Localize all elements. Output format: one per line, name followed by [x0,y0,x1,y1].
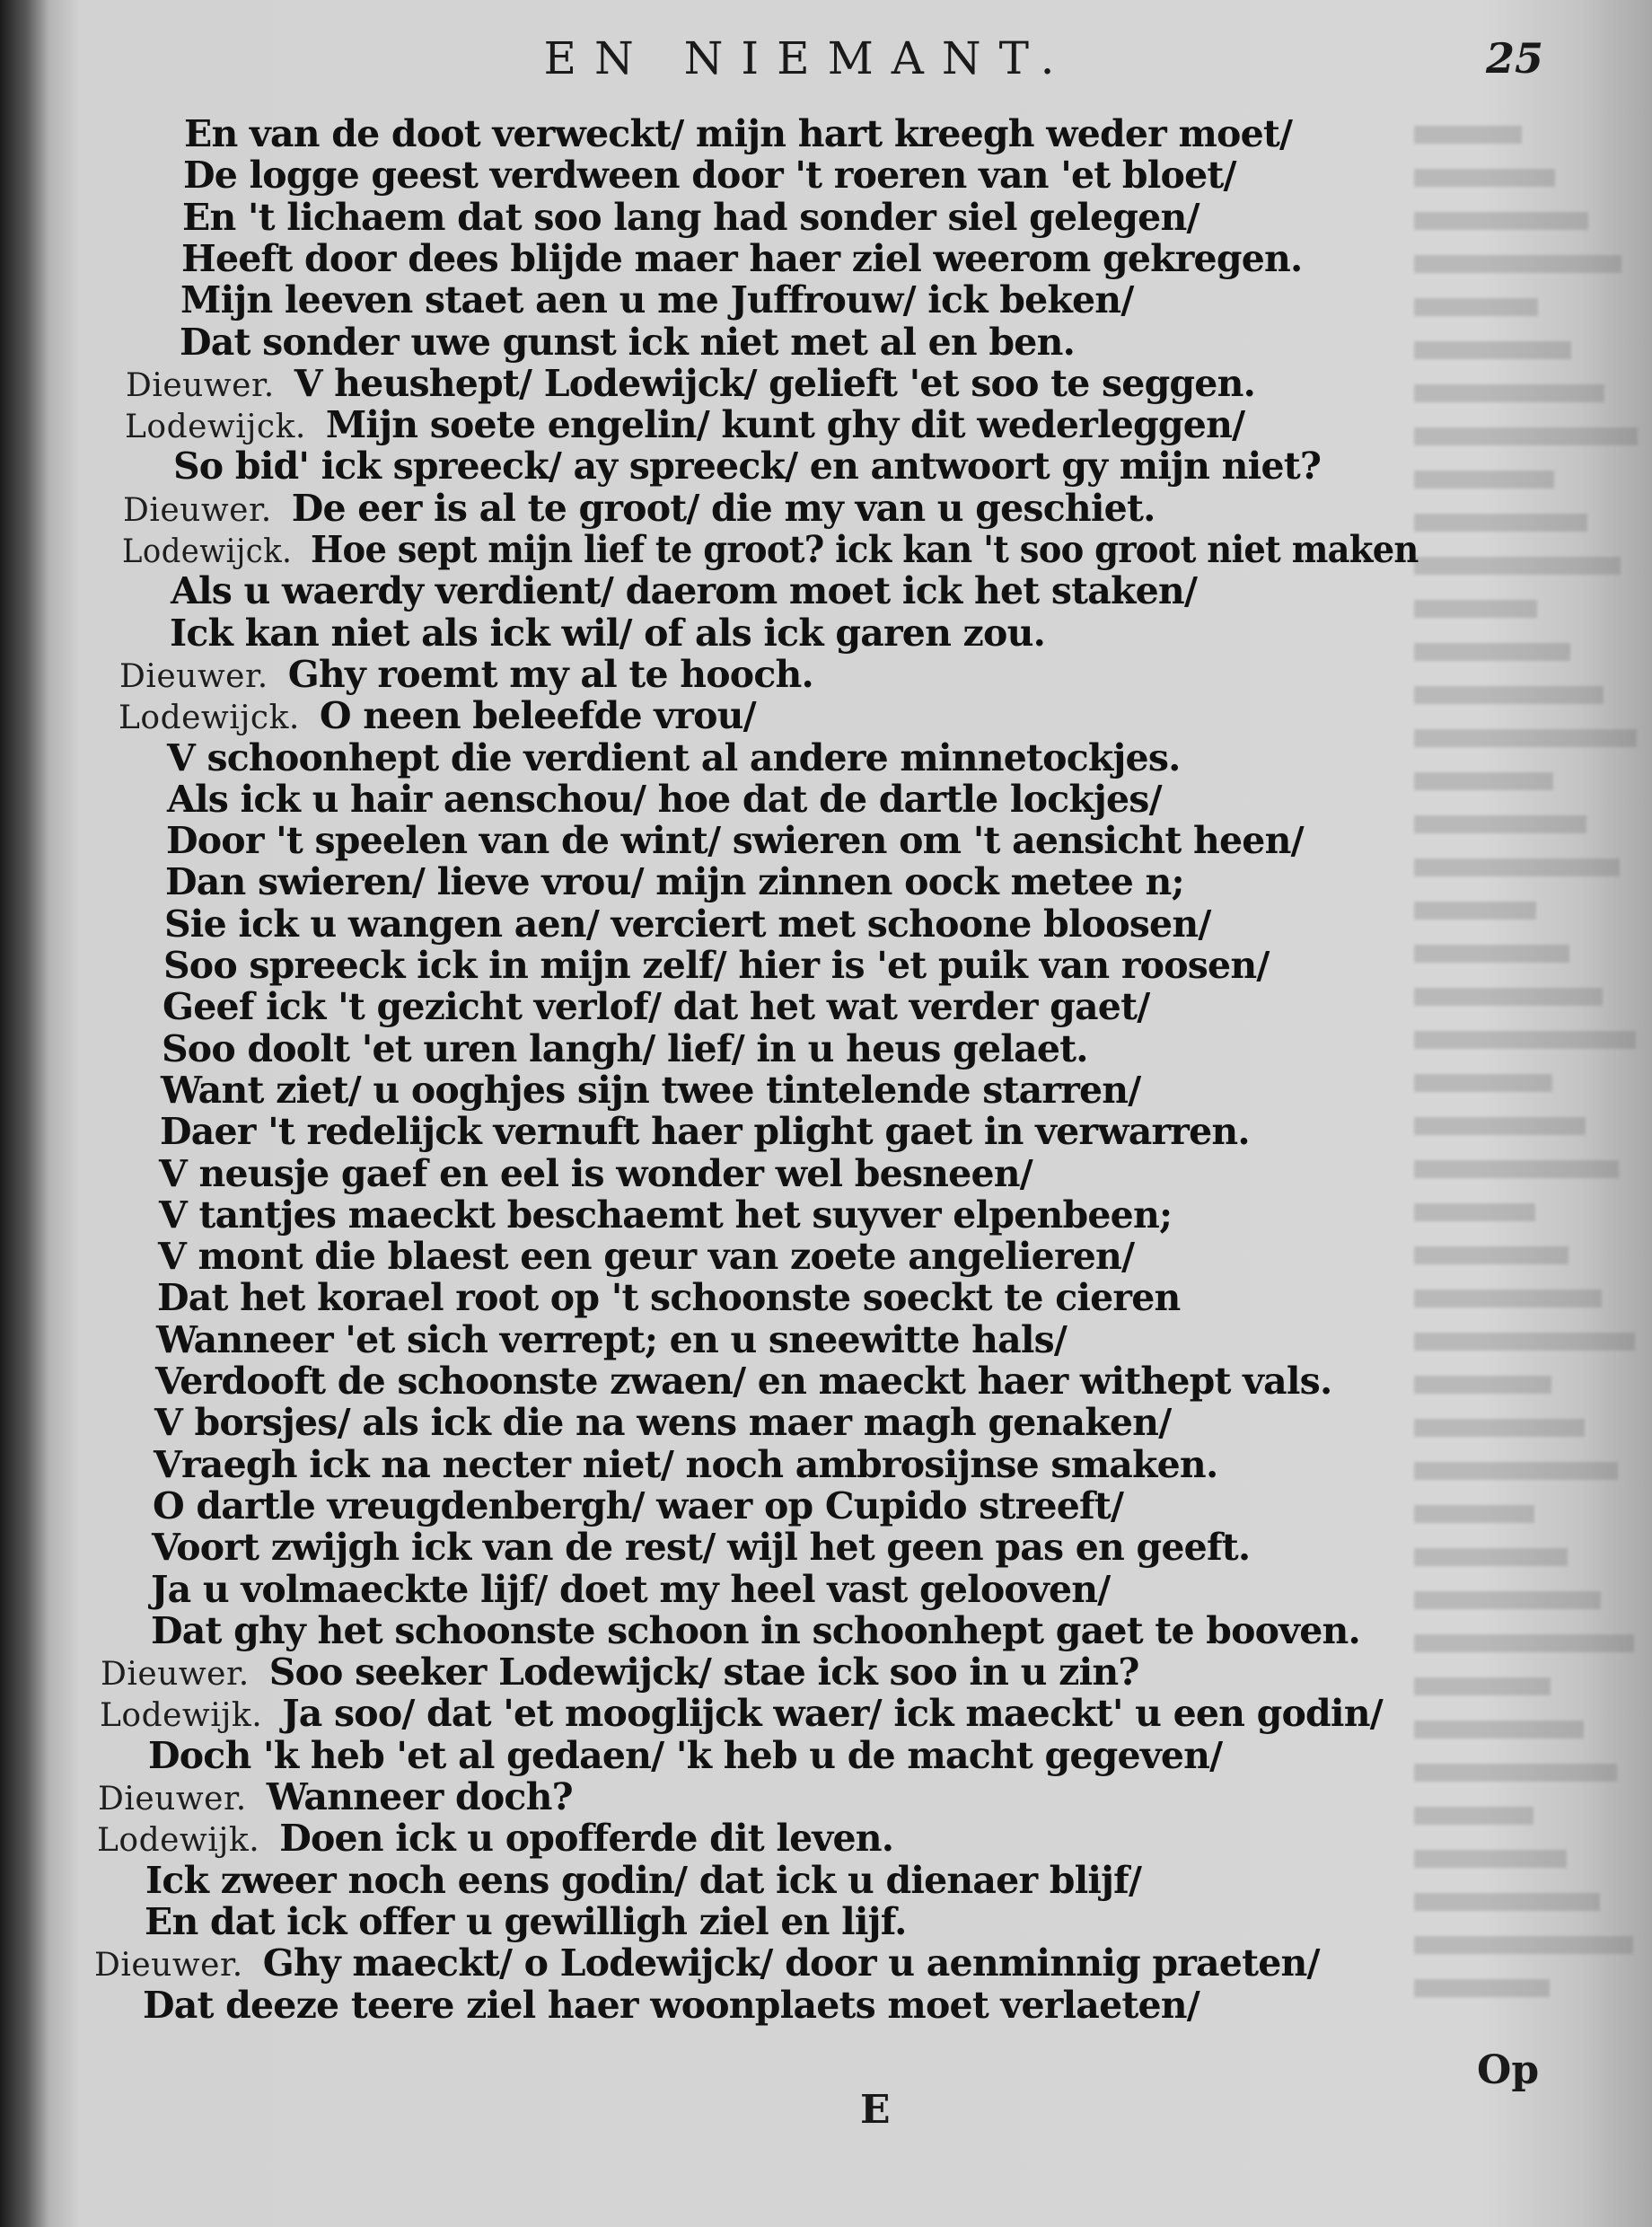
speaker-name: Dieuwer. [123,491,272,529]
verse-text: Wanneer 'et sich verrept; en u sneewitte hals/ [156,1317,1068,1361]
verse-text: En 't lichaem dat soo lang had sonder siel gelegen/ [182,195,1199,239]
verse-line [151,1567,1110,1612]
verse-line [163,984,1149,1029]
verse-line [162,1026,1088,1071]
signature-mark: E [860,2087,891,2133]
verse-text: Ghy maeckt/ o Lodewijck/ door u aenminnig praeten/ [262,1941,1320,1985]
verse-line [156,1317,1067,1362]
verse-text: En van de doot verweckt/ mijn hart kreegh weder moet/ [184,112,1293,155]
speaker-name: Lodewijck. [125,409,306,446]
running-head: EN NIEMANT. [543,32,1073,84]
verse-line [122,527,1419,572]
verse-text: Vraegh ick na necter niet/ noch ambrosijnse smaken. [154,1442,1218,1486]
verse-line [165,859,1184,904]
verse-text: Hoe sept mijn lief te groot? ick kan 't soo groot niet maken [310,528,1419,571]
verse-line [126,361,1255,406]
verse-line [97,1816,893,1861]
verse-line [170,611,1045,656]
verse-text: Ja u volmaeckte lijf/ doet my heel vast gelooven/ [151,1567,1111,1611]
verse-line [123,486,1156,531]
verse-text: Mijn soete engelin/ kunt ghy dit wederleggen/ [325,403,1245,447]
verse-line [163,943,1270,988]
verse-line [101,1650,1139,1694]
page-number: 25 [1486,34,1544,83]
verse-line [158,1234,1134,1279]
verse-line [173,444,1321,489]
verse-text: V schoonhept die verdient al andere minnetockjes. [167,735,1181,779]
verse-text: V neusje gaef en eel is wonder wel besneen/ [159,1151,1032,1195]
verse-text: Doen ick u opofferde dit leven. [279,1817,894,1861]
verse-text: Verdooft de schoonste zwaen/ en maeckt haer withept vals. [155,1360,1332,1403]
verse-text: V tantjes maeckt beschaemt het suyver elpenbeen; [159,1193,1173,1237]
verse-line [119,652,813,697]
speaker-name: Dieuwer. [101,1656,250,1694]
verse-text: Dat sonder uwe gunst ick niet met al en ben. [180,320,1076,364]
verse-text: V heushept/ Lodewijck/ gelieft 'et soo te seggen. [294,361,1256,405]
verse-line [167,735,1181,780]
verse-line [145,1858,1141,1903]
verse-line [184,111,1292,156]
verse-text: Heeft door dees blijde maer haer ziel weerom gekregen. [181,236,1303,280]
verse-text: Als ick u hair aenschou/ hoe dat de dartle lockjes/ [167,777,1162,821]
verse-line [161,1068,1141,1113]
verse-line [164,902,1211,946]
verse-text: Soo doolt 'et uren langh/ lief/ in u heus gelaet. [162,1026,1088,1070]
verse-line [148,1733,1222,1778]
verse-text: Mijn leeven staet aen u me Juffrouw/ ick beken/ [180,278,1134,322]
verse-text: Daer 't redelijck vernuft haer plight gaet in verwarren. [160,1110,1250,1154]
verse-line [167,777,1162,822]
verse-line [145,1899,907,1944]
verse-line [119,693,756,738]
verse-line [181,236,1302,281]
verse-text: Dat ghy het schoonste schoon in schoonhept gaet te booven. [151,1608,1360,1652]
verse-line [155,1359,1331,1404]
verse-text: Sie ick u wangen aen/ verciert met schoone bloosen/ [164,902,1211,946]
verse-text: Dan swieren/ lieve vrou/ mijn zinnen oock metee n; [165,860,1184,904]
verse-line [182,195,1199,240]
verse-line [157,1275,1181,1320]
verse-line [143,1983,1199,2028]
verse-text: O neen beleefde vrou/ [319,694,756,738]
verse-text: So bid' ick spreeck/ ay spreeck/ en antwoort gy mijn niet? [173,445,1322,489]
verse-line [154,1442,1217,1487]
verse-text: En dat ick offer u gewilligh ziel en lijf. [145,1899,907,1943]
verse-line [166,818,1304,863]
speaker-name: Dieuwer. [126,366,275,404]
verse-text: Door 't speelen van de wint/ swieren om 't aensicht heen/ [166,819,1304,863]
verse-line [153,1483,1123,1528]
verse-text: Als u waerdy verdient/ daerom moet ick het staken/ [171,569,1198,613]
speaker-name: Lodewijk. [100,1697,263,1735]
verse-text: Dat deeze teere ziel haer woonplaets moet verlaeten/ [143,1983,1199,2027]
verse-text: Voort zwijgh ick van de rest/ wijl het geen pas en geeft. [152,1526,1251,1570]
verse-text: V mont die blaest een geur van zoete angelieren/ [158,1235,1135,1279]
verse-text: Wanneer doch? [266,1775,573,1818]
verse-text: Doch 'k heb 'et al gedaen/ 'k heb u de macht gegeven/ [148,1733,1223,1777]
verse-text: De logge geest verdween door 't roeren van 'et bloet/ [183,154,1236,198]
verse-text: Soo spreeck ick in mijn zelf/ hier is 'et puik van roosen/ [163,944,1270,987]
verse-line [151,1608,1360,1653]
verse-text: Geef ick 't gezicht verlof/ dat het wat verder gaet/ [163,985,1150,1029]
speaker-name: Dieuwer. [119,657,268,695]
verse-text: De eer is al te groot/ die my van u geschiet. [291,486,1156,530]
verse-text: Dat het korael root op 't schoonste soeckt te cieren [157,1276,1181,1320]
verse-line [125,402,1244,447]
catchword: Op [1477,2047,1540,2093]
verse-text: Ick kan niet als ick wil/ of als ick garen zou. [170,611,1046,655]
verse-line [180,277,1134,322]
verse-text: Ick zweer noch eens godin/ dat ick u dienaer blijf/ [145,1858,1142,1902]
speaker-name: Dieuwer. [98,1781,247,1818]
verse-line [154,1400,1171,1445]
verse-line [152,1525,1250,1570]
speaker-name: Lodewijck. [122,533,293,570]
speaker-name: Lodewijk. [97,1822,260,1860]
verse-line [159,1151,1032,1196]
verse-text: Want ziet/ u ooghjes sijn twee tintelende starren/ [161,1068,1141,1112]
verse-text: O dartle vreugdenbergh/ waer op Cupido streeft/ [153,1483,1124,1527]
verse-line [183,153,1236,198]
verse-line [171,568,1197,613]
verse-line [180,320,1075,365]
verse-text: Soo seeker Lodewijck/ stae ick soo in u zin? [268,1650,1139,1694]
speaker-name: Lodewijck. [119,700,300,737]
verse-line [160,1109,1250,1154]
speaker-name: Dieuwer. [94,1947,243,1985]
verse-line [94,1941,1320,1985]
verse-text: Ja soo/ dat 'et mooglijck waer/ ick maeckt' u een godin/ [282,1692,1383,1736]
verse-line [100,1691,1383,1736]
verse-line [98,1774,573,1819]
verse-text: Ghy roemt my al te hooch. [287,652,813,696]
verse-text: V borsjes/ als ick die na wens maer magh genaken/ [154,1401,1172,1445]
verse-line [159,1193,1172,1237]
